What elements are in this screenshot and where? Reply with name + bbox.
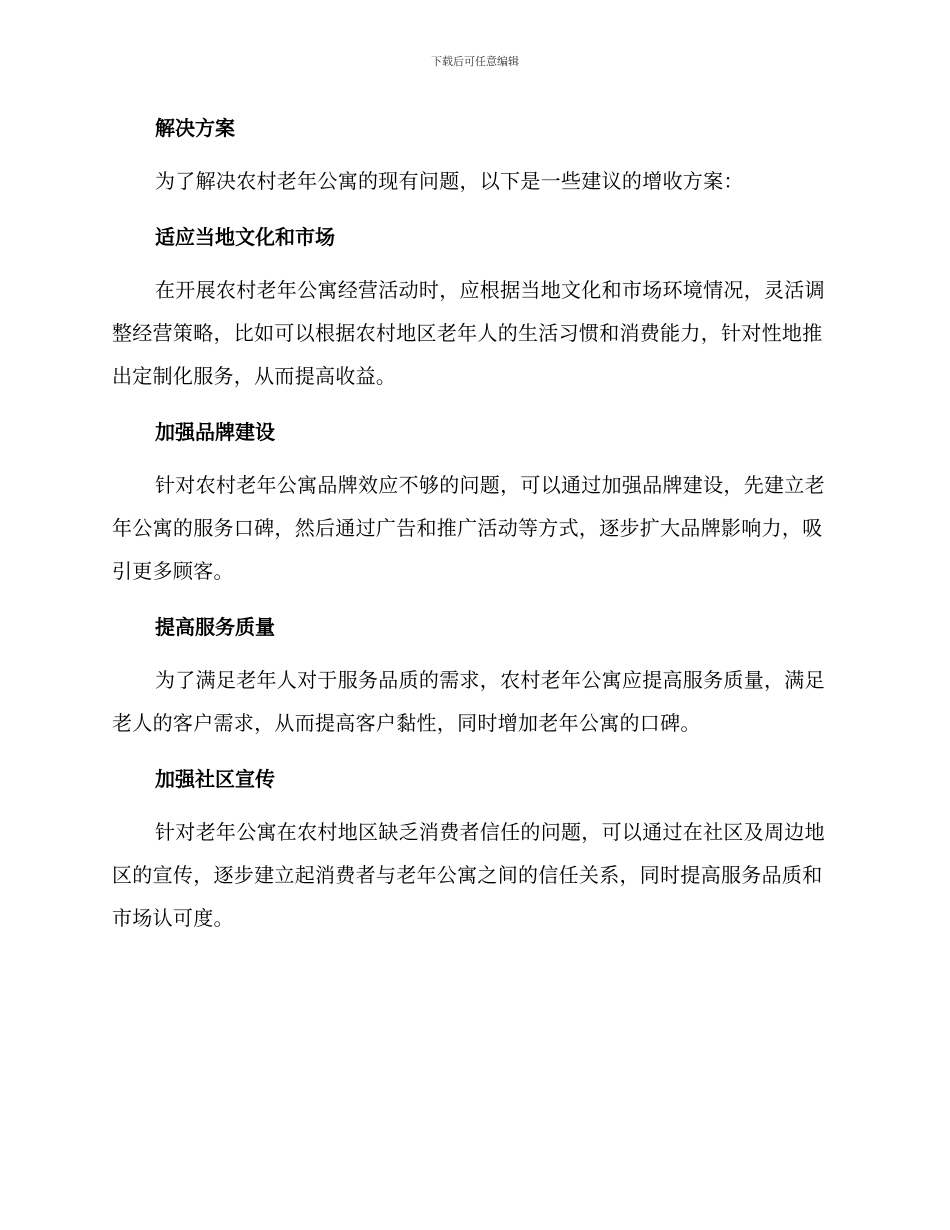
section-heading-culture-market: 适应当地文化和市场 xyxy=(155,225,335,249)
section-body-culture-market: 在开展农村老年公寓经营活动时，应根据当地文化和市场环境情况，灵活调整经营策略，比如可以根据农村地区老年人的生活习惯和消费能力，针对性地推出定制化服务，从而提高收益。 xyxy=(112,278,825,388)
section-body-brand-building: 针对农村老年公寓品牌效应不够的问题，可以通过加强品牌建设，先建立老年公寓的服务口碑，然后通过广告和推广活动等方式，逐步扩大品牌影响力，吸引更多顾客。 xyxy=(112,473,825,583)
section-body-service-quality: 为了满足老年人对于服务品质的需求，农村老年公寓应提高服务质量，满足老人的客户需求，从而提高客户黏性，同时增加老年公寓的口碑。 xyxy=(112,668,825,735)
section-body-community-promotion: 针对老年公寓在农村地区缺乏消费者信任的问题，可以通过在社区及周边地区的宣传，逐步建立起消费者与老年公寓之间的信任关系，同时提高服务品质和市场认可度。 xyxy=(112,820,825,930)
intro-paragraph: 为了解决农村老年公寓的现有问题，以下是一些建议的增收方案： xyxy=(155,169,744,193)
document-content xyxy=(112,110,832,940)
section-title: 解决方案 xyxy=(155,116,235,140)
section-heading-service-quality: 提高服务质量 xyxy=(155,615,275,639)
section-heading-brand-building: 加强品牌建设 xyxy=(155,420,275,444)
section-heading-community-promotion: 加强社区宣传 xyxy=(155,767,275,791)
header-note: 下载后可任意编辑 xyxy=(431,55,519,68)
